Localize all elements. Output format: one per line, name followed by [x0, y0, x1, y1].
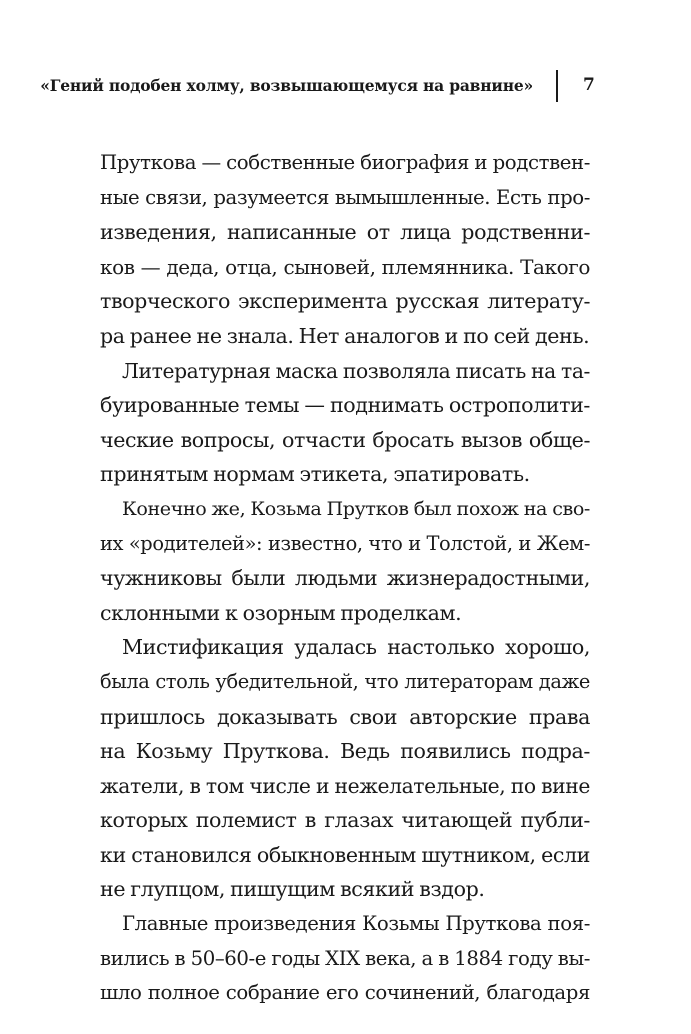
running-head	[0, 70, 691, 104]
running-title: «Гений подобен холму, возвышающемуся на равнине»	[40, 76, 533, 95]
text-line: шло полное собрание его сочинений, благодаря	[100, 981, 590, 1005]
text-line: их «родителей»: известно, что и Толстой, и Жем-	[100, 531, 590, 555]
body-text	[100, 146, 590, 1011]
text-line: Главные произведения Козьмы Пруткова поя-	[122, 912, 590, 936]
text-line: ра ранее не знала. Нет аналогов и по сей день.	[100, 323, 590, 348]
text-line: принятым нормам этикета, эпатировать.	[100, 462, 530, 487]
text-line: Мистификация удалась настолько хорошо,	[122, 635, 590, 660]
text-line: ков — деда, отца, сыновей, племянника. Такого	[100, 254, 590, 279]
text-line: творческого эксперимента русская литерату-	[100, 289, 590, 314]
text-line: буированные темы — поднимать острополити-	[100, 393, 590, 418]
text-line: Литературная маска позволяла писать на та-	[122, 358, 590, 383]
text-line: была столь убедительной, что литераторам даже	[100, 669, 590, 693]
text-line: склонными к озорным проделкам.	[100, 600, 462, 625]
text-line: Пруткова — собственные биография и родствен-	[100, 151, 590, 174]
text-line: ческие вопросы, отчасти бросать вызов обще-	[100, 427, 590, 452]
text-line: ные связи, разумеется вымышленные. Есть про-	[100, 185, 590, 209]
page-number: 7	[583, 75, 595, 95]
text-line: жатели, в том числе и нежелательные, по вине	[100, 773, 590, 798]
text-line: изведения, написанные от лица родственни-	[100, 220, 590, 245]
text-line: чужниковы были людьми жизнерадостными,	[100, 566, 590, 591]
text-line: не глупцом, пишущим всякий вздор.	[100, 877, 485, 902]
text-line: Конечно же, Козьма Прутков был похож на сво-	[122, 496, 590, 520]
text-line: которых полемист в глазах читающей публи-	[100, 808, 590, 833]
text-line: пришлось доказывать свои авторские права	[100, 704, 590, 729]
text-line: вились в 50–60-е годы XIX века, а в 1884 году вы-	[100, 946, 590, 970]
text-line: на Козьму Пруткова. Ведь появились подра-	[100, 739, 590, 764]
text-line: ки становился обыкновенным шутником, если	[100, 842, 590, 867]
header-divider	[556, 70, 558, 102]
